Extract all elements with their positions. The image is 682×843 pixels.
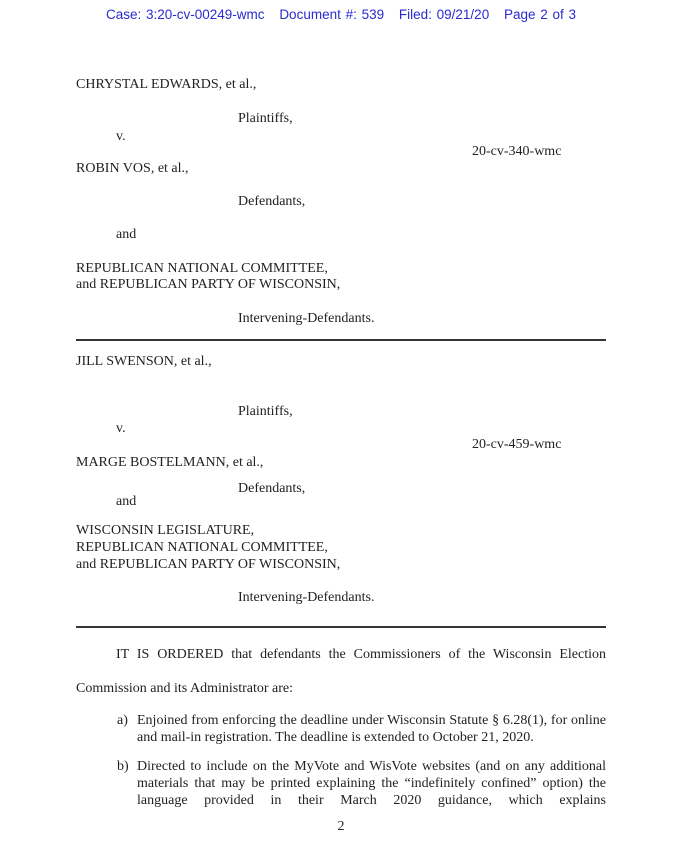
plaintiff-name: JILL SWENSON, et al., <box>76 354 212 369</box>
case-docket-number: 20-cv-459-wmc <box>472 437 562 452</box>
case-docket-number: 20-cv-340-wmc <box>472 144 562 159</box>
intervenor-line: and REPUBLICAN PARTY OF WISCONSIN, <box>76 277 341 292</box>
intervenor-line: REPUBLICAN NATIONAL COMMITTEE, <box>76 261 328 276</box>
plaintiff-name: CHRYSTAL EDWARDS, et al., <box>76 77 257 92</box>
order-intro-line: IT IS ORDERED that defendants the Commissioners of the Wisconsin Election <box>116 647 606 662</box>
and-conjunction: and <box>116 494 137 509</box>
caption-divider <box>76 626 606 628</box>
and-conjunction: and <box>116 227 137 242</box>
caption-divider <box>76 339 606 341</box>
defendant-name: ROBIN VOS, et al., <box>76 161 189 176</box>
defendant-role: Defendants, <box>238 481 306 496</box>
order-item-label: a) <box>117 713 128 728</box>
page-number: 2 <box>337 819 345 834</box>
intervenor-line: WISCONSIN LEGISLATURE, <box>76 523 255 538</box>
filed-date: Filed: 09/21/20 <box>398 7 490 22</box>
intervenor-line: REPUBLICAN NATIONAL COMMITTEE, <box>76 540 328 555</box>
order-item-b <box>117 758 606 809</box>
order-item-text: Enjoined from enforcing the deadline under Wisconsin Statute § 6.28(1), for online and mail-in registration. The deadline is extended to October 21, 2020. <box>137 713 606 745</box>
intervenor-role: Intervening-Defendants. <box>238 311 375 326</box>
plaintiff-role: Plaintiffs, <box>238 111 293 126</box>
intervenor-role: Intervening-Defendants. <box>238 590 375 605</box>
order-item-a <box>117 712 606 746</box>
order-item-label: b) <box>117 759 129 774</box>
defendant-name: MARGE BOSTELMANN, et al., <box>76 455 264 470</box>
page-indicator: Page 2 of 3 <box>503 7 577 22</box>
case-number: Case: 3:20-cv-00249-wmc <box>105 7 265 22</box>
intervenor-line: and REPUBLICAN PARTY OF WISCONSIN, <box>76 557 341 572</box>
ecf-header-stamp <box>0 7 682 22</box>
defendant-role: Defendants, <box>238 194 306 209</box>
document-number: Document #: 539 <box>279 7 385 22</box>
order-intro-line: Commission and its Administrator are: <box>76 681 293 696</box>
versus: v. <box>116 129 126 144</box>
plaintiff-role: Plaintiffs, <box>238 404 293 419</box>
order-item-text: Directed to include on the MyVote and WisVote websites (and on any additional materials that may be printed explaining the “indefinitely confined” option) the language provided in their March 2020 guidance, which explains <box>137 759 606 808</box>
versus: v. <box>116 421 126 436</box>
